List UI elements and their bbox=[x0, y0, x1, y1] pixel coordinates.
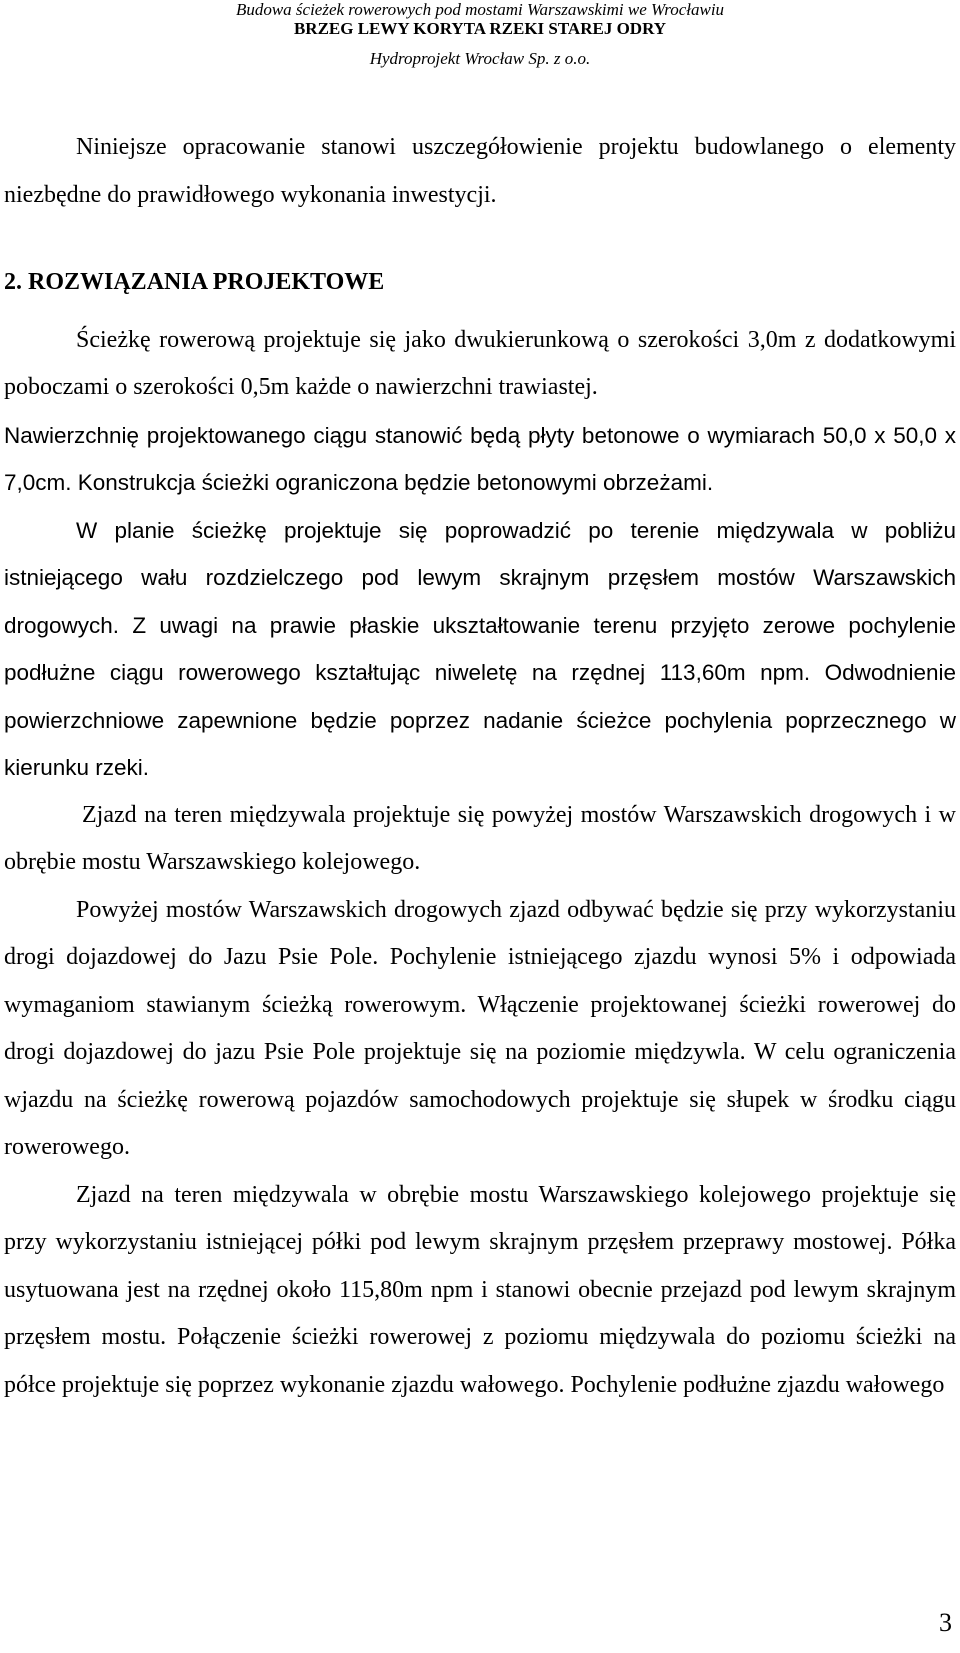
paragraph-railway-bridge-access: Zjazd na teren międzywala w obrębie mostu Warszawskiego kolejowego projektuje się przy wykorzystaniu istniejącej półki pod lewym skrajnym przęsłem przeprawy mostowej. Półka usytuowana jest na rzędnej około 115,80m npm i stanowi obecnie przejazd pod lewym skrajnym przęsłem mostu. Połączenie ścieżki rowerowej z poziomu międzywala do poziomu ścieżki na półce projektuje się poprzez wykonanie zjazdu wałowego. Pochylenie podłużne zjazdu wałowego bbox=[4, 1181, 956, 1398]
header-company: Hydroprojekt Wrocław Sp. z o.o. bbox=[369, 49, 591, 68]
paragraph-road-bridges-access: Powyżej mostów Warszawskich drogowych zjazd odbywać będzie się przy wykorzystaniu drogi dojazdowej do Jazu Psie Pole. Pochylenie istniejącego zjazdu wynosi 5% i odpowiada wymaganiom stawianym ścieżką rowerowym. Włączenie projektowanej ścieżki rowerowej do drogi dojazdowej do jazu Psie Pole projektuje się na poziomie międzywla. W celu ograniczenia wjazdu na ścieżkę rowerową pojazdów samochodowych projektuje się słupek w środku ciągu rowerowego. bbox=[4, 896, 956, 1160]
paragraph-surface: Nawierzchnię projektowanego ciągu stanowić będą płyty betonowe o wymiarach 50,0 x 50,0 x 7,0cm. Konstrukcja ścieżki ograniczona będzie betonowymi obrzeżami. bbox=[4, 422, 956, 495]
intro-paragraph: Niniejsze opracowanie stanowi uszczegółowienie projektu budowlanego o elementy niezbędne do prawidłowego wykonania inwestycji. bbox=[4, 134, 956, 208]
paragraph-cycle-path-width: Ścieżkę rowerową projektuje się jako dwukierunkową o szerokości 3,0m z dodatkowymi poboczami o szerokości 0,5m każde o nawierzchni trawiastej. bbox=[4, 326, 956, 400]
page-number: 3 bbox=[939, 1608, 952, 1637]
header-project-title: Budowa ścieżek rowerowych pod mostami Warszawskimi we Wrocławiu bbox=[235, 0, 725, 19]
paragraph-route-plan: W planie ścieżkę projektuje się poprowadzić po terenie międzywala w pobliżu istniejącego wału rozdzielczego pod lewym skrajnym przęsłem mostów Warszawskich drogowych. Z uwagi na prawie płaskie ukształtowanie terenu przyjęto zerowe pochylenie podłużne ciągu rowerowego kształtując niweletę na rzędnej 113,60m npm. Odwodnienie powierzchniowe zapewnione będzie poprzez nadanie ścieżce pochylenia poprzecznego w kierunku rzeki. bbox=[4, 517, 956, 780]
document-body bbox=[4, 124, 956, 1409]
section-heading: 2. ROZWIĄZANIA PROJEKTOWE bbox=[4, 269, 385, 295]
header-subtitle: BRZEG LEWY KORYTA RZEKI STAREJ ODRY bbox=[293, 19, 667, 38]
paragraph-access-ramps: Zjazd na teren międzywala projektuje się powyżej mostów Warszawskich drogowych i w obrębie mostu Warszawskiego kolejowego. bbox=[4, 801, 956, 875]
